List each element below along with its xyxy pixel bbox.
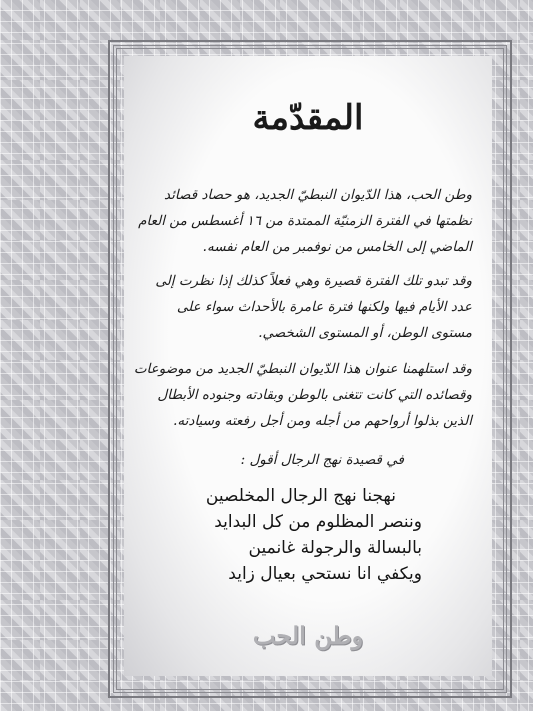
- paragraph-2: وقد تبدو تلك الفترة قصيرة وهي فعلاً كذلك إذا نظرت إلى عدد الأيام فيها ولكنها فترة عامرة بالأحداث سواء على مستوى الوطن، أو المستوى الشخصي.: [155, 273, 472, 341]
- poem-intro: في قصيدة نهج الرجال أقول :: [240, 452, 404, 468]
- poem-verse-2: وننصر المظلوم من كل البدايد: [214, 512, 422, 532]
- poem-verse-4: ويكفي انا نستحي بعيال زايد: [228, 564, 422, 584]
- text-panel: [124, 56, 492, 676]
- paragraph-3: وقد استلهمنا عنوان هذا الدّيوان النبطيّ الجديد من موضوعات وقصائده التي كانت تتغنى بالوطن وبقادته وجنوده الأبطال الذين بذلوا أرواحهم من أجله ومن أجل رفعته وسيادته.: [133, 361, 472, 429]
- poem-verse-1: نهجنا نهج الرجال المخلصين: [205, 486, 396, 506]
- page-title: المقدّمة: [252, 98, 364, 138]
- poem-verse-3: بالبسالة والرجولة غانمين: [248, 538, 422, 558]
- paragraph-1: وطن الحب، هذا الدّيوان النبطيّ الجديد، هو حصاد قصائد نظمتها في الفترة الزمنيّة الممتدة من ١٦ أغسطس من العام الماضي إلى الخامس من نوفمبر من العام نفسه.: [138, 187, 472, 255]
- footer-logo: وطن الحب: [252, 621, 364, 650]
